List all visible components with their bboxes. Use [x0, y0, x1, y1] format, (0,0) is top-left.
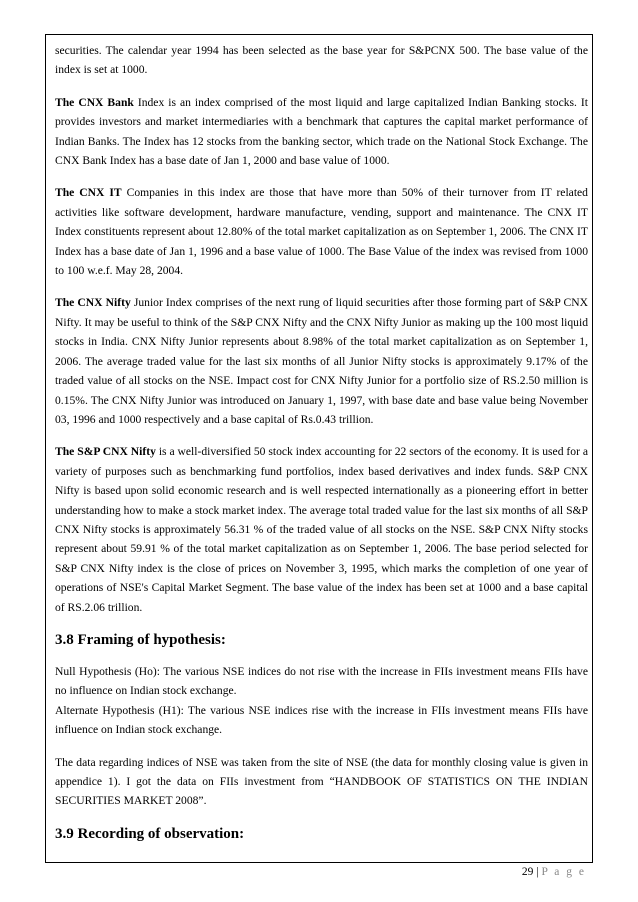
- intro-paragraph: securities. The calendar year 1994 has been selected as the base year for S&PCNX 500. The base value of the index is set at 1000.: [55, 44, 588, 77]
- cnx-it-term: The CNX IT: [55, 186, 122, 200]
- cnx-nifty-junior-paragraph: [55, 293, 588, 429]
- cnx-it-paragraph: [55, 183, 588, 280]
- sp-cnx-nifty-paragraph: [55, 442, 588, 617]
- section-3-9-heading: 3.9 Recording of observation:: [55, 825, 245, 842]
- footer-rule: [45, 862, 593, 863]
- cnx-bank-text: Index is an index comprised of the most liquid and large capitalized Indian Banking stocks. It provides investors and market intermediaries with a benchmark that captures the capital market performance of Indian Banks. The Index has 12 stocks from the banking sector, which trade on the National Stock Exchange. The CNX Bank Index has a base date of Jan 1, 2000 and base value of 1000.: [55, 95, 589, 168]
- section-3-8-heading: 3.8 Framing of hypothesis:: [55, 631, 226, 648]
- document-body: [55, 41, 588, 856]
- footer-separator: |: [533, 866, 542, 878]
- cnx-bank-paragraph: [55, 93, 588, 171]
- data-source-paragraph: The data regarding indices of NSE was taken from the site of NSE (the data for monthly closing value is given in appendice 1). I got the data on FIIs investment from “HANDBOOK OF STATISTICS ON THE INDIAN SECURITIES MARKET 2008”.: [55, 755, 588, 808]
- null-hypothesis-paragraph: Null Hypothesis (Ho): The various NSE indices do not rise with the increase in FIIs investment means FIIs have no influence on Indian stock exchange.: [55, 664, 588, 698]
- cnx-bank-term: The CNX Bank: [55, 95, 134, 109]
- sp-cnx-nifty-text: is a well-diversified 50 stock index accounting for 22 sectors of the economy. It is used for a variety of purposes such as benchmarking fund portfolios, index based derivatives and index funds. S&P CNX Nifty is based upon solid economic research and is well respected internationally as a pioneering effort in better understanding how to make a stock market index. The average total traded value for the last six months of all S&P CNX Nifty stocks is approximately 56.31 % of the traded value of all stocks on the NSE. S&P CNX Nifty stocks represent about 59.91 % of the total market capitalization as on September 1, 2006. The base period selected for S&P CNX Nifty index is the close of prices on November 3, 1995, which marks the completion of one year of operations of NSE's Capital Market Segment. The base value of the index has been set at 1000 and a base capital of RS.2.06 trillion.: [55, 445, 588, 614]
- alternate-hypothesis-paragraph: Alternate Hypothesis (H1): The various NSE indices rise with the increase in FIIs investment means FIIs have influence on Indian stock exchange.: [55, 703, 588, 737]
- page-number: 29: [521, 866, 534, 878]
- page-footer: [522, 866, 586, 878]
- cnx-nifty-junior-text: Junior Index comprises of the next rung of liquid securities after those forming part of S&P CNX Nifty. It may be useful to think of the S&P CNX Nifty and the CNX Nifty Junior as making up the 100 most liquid stocks in India. CNX Nifty Junior represents about 8.98% of the total market capitalization as on September 1, 2006. The average traded value for the last six months of all Junior Nifty stocks is approximately 9.17% of the traded value of all stocks on the NSE. Impact cost for CNX Nifty Junior for a portfolio size of RS.2.50 million is 0.15%. The CNX Nifty Junior was introduced on January 1, 1997, with base date and base value being November 03, 1996 and 1000 respectively and a base capital of Rs.0.43 trillion.: [55, 296, 588, 426]
- sp-cnx-nifty-term: The S&P CNX Nifty: [55, 445, 156, 459]
- page-label: P a g e: [541, 866, 586, 878]
- cnx-nifty-junior-term: The CNX Nifty: [55, 296, 131, 310]
- cnx-it-text: Companies in this index are those that have more than 50% of their turnover from IT related activities like software development, hardware manufacture, vending, support and maintenance. The CNX IT Index constituents represent about 12.80% of the total market capitalization as on September 1, 2006. The CNX IT Index has a base date of Jan 1, 1996 and a base value of 1000. The Base Value of the index was revised from 1000 to 100 w.e.f. May 28, 2004.: [55, 186, 588, 278]
